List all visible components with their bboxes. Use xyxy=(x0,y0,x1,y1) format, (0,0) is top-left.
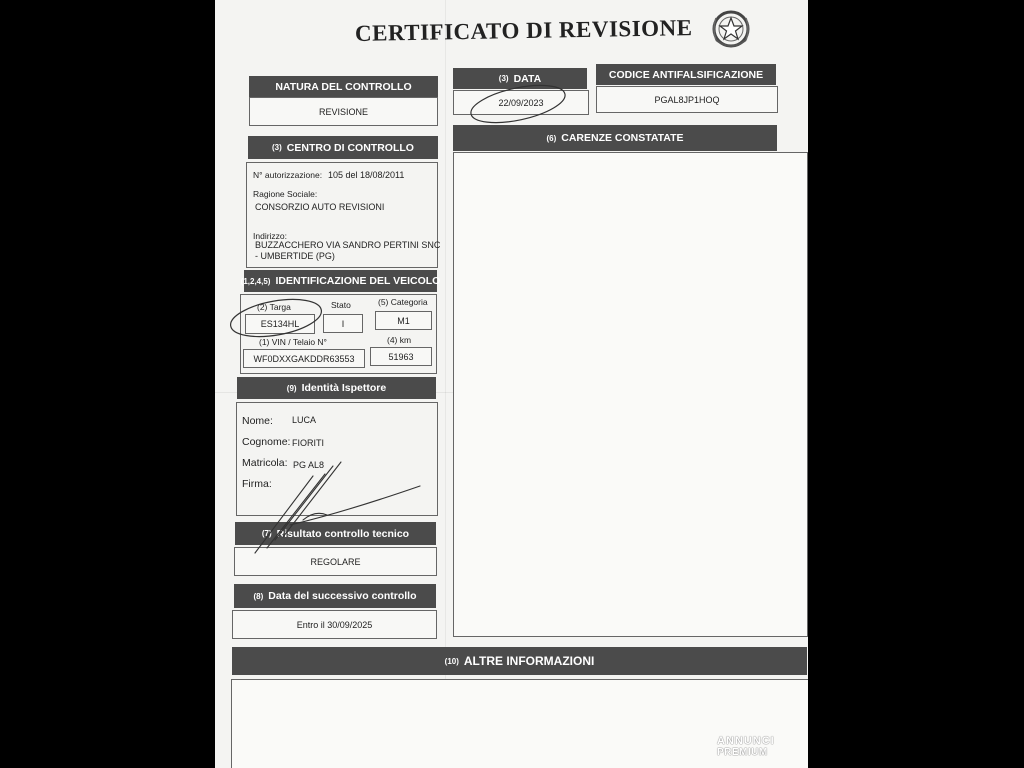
targa-field xyxy=(245,314,315,334)
successivo-value: Entro il 30/09/2025 xyxy=(296,619,373,630)
annunci-premium-watermark xyxy=(717,736,775,758)
natura-header-label: NATURA DEL CONTROLLO xyxy=(275,80,412,93)
categoria-value: M1 xyxy=(397,315,410,326)
natura-value: REVISIONE xyxy=(318,106,368,117)
altre-header xyxy=(232,647,807,675)
risultato-header-label: Risultato controllo tecnico xyxy=(276,527,410,540)
successivo-field xyxy=(232,610,437,639)
data-value: 22/09/2023 xyxy=(498,97,544,108)
data-header-label: DATA xyxy=(513,72,542,85)
codice-header xyxy=(596,64,776,85)
carenze-header-label: CARENZE CONSTATATE xyxy=(561,132,684,144)
successivo-header-number: (8) xyxy=(253,591,264,601)
document-title: CERTIFICATO DI REVISIONE xyxy=(354,15,693,46)
ispettore-header-label: Identità Ispettore xyxy=(301,382,387,394)
targa-label: (2) Targa xyxy=(257,302,291,312)
altre-header-number: (10) xyxy=(444,656,459,666)
successivo-header-label: Data del successivo controllo xyxy=(268,590,417,602)
stato-value: I xyxy=(341,318,345,329)
vin-field xyxy=(243,349,365,368)
carenze-panel xyxy=(453,152,808,637)
indirizzo-label: Indirizzo: xyxy=(253,231,288,241)
nome-label: Nome: xyxy=(242,415,273,427)
centro-header-label: CENTRO DI CONTROLLO xyxy=(286,141,414,154)
ragione-sociale-label: Ragione Sociale: xyxy=(253,189,318,199)
risultato-header xyxy=(235,522,436,545)
veicolo-header-number: (1,2,4,5) xyxy=(240,276,271,286)
data-header xyxy=(453,68,587,89)
watermark-line1: ANNUNCI xyxy=(717,735,775,747)
matricola-label: Matricola: xyxy=(242,457,288,469)
carenze-header-number: (6) xyxy=(546,133,557,143)
ragione-sociale-value: CONSORZIO AUTO REVISIONI xyxy=(255,202,385,212)
codice-value: PGAL8JP1HOQ xyxy=(654,94,720,105)
cognome-value: FIORITI xyxy=(292,438,324,448)
risultato-field xyxy=(234,547,437,576)
stato-field xyxy=(323,314,363,333)
vin-value: WF0DXXGAKDDR63553 xyxy=(253,353,355,364)
km-label: (4) km xyxy=(387,335,412,345)
firma-label: Firma: xyxy=(242,478,272,490)
veicolo-header-label: IDENTIFICAZIONE DEL VEICOLO xyxy=(275,275,441,287)
italian-emblem-icon xyxy=(708,6,754,52)
centro-header-number: (3) xyxy=(272,143,282,152)
certificate-page xyxy=(215,0,808,768)
altre-header-label: ALTRE INFORMAZIONI xyxy=(463,654,595,668)
vin-label: (1) VIN / Telaio N° xyxy=(259,337,327,347)
veicolo-header xyxy=(240,270,441,292)
watermark-line2: PREMIUM xyxy=(717,747,768,758)
successivo-header xyxy=(234,584,436,608)
km-field xyxy=(370,347,432,366)
nome-value: LUCA xyxy=(292,415,317,425)
matricola-value: PG AL8 xyxy=(293,460,325,470)
indirizzo-line1: BUZZACCHERO VIA SANDRO PERTINI SNC xyxy=(255,240,441,250)
codice-field xyxy=(596,86,778,113)
risultato-value: REGOLARE xyxy=(310,556,361,567)
categoria-field xyxy=(375,311,432,330)
targa-value: ES134HL xyxy=(260,319,300,329)
centro-header xyxy=(248,136,438,159)
autorizzazione-value: 105 del 18/08/2011 xyxy=(328,170,405,180)
ispettore-header xyxy=(237,377,436,399)
autorizzazione-label: N° autorizzazione: xyxy=(253,170,323,180)
risultato-header-number: (7) xyxy=(261,529,272,538)
data-field xyxy=(453,90,589,115)
stato-label: Stato xyxy=(331,300,351,310)
ispettore-header-number: (9) xyxy=(286,383,297,393)
carenze-header xyxy=(453,125,777,151)
codice-header-label: CODICE ANTIFALSIFICAZIONE xyxy=(608,68,764,81)
categoria-label: (5) Categoria xyxy=(378,297,428,307)
indirizzo-line2: - UMBERTIDE (PG) xyxy=(255,251,335,261)
natura-header xyxy=(249,76,438,97)
cognome-label: Cognome: xyxy=(242,436,291,448)
natura-field xyxy=(249,97,438,126)
data-header-number: (3) xyxy=(498,74,509,83)
km-value: 51963 xyxy=(388,351,414,362)
